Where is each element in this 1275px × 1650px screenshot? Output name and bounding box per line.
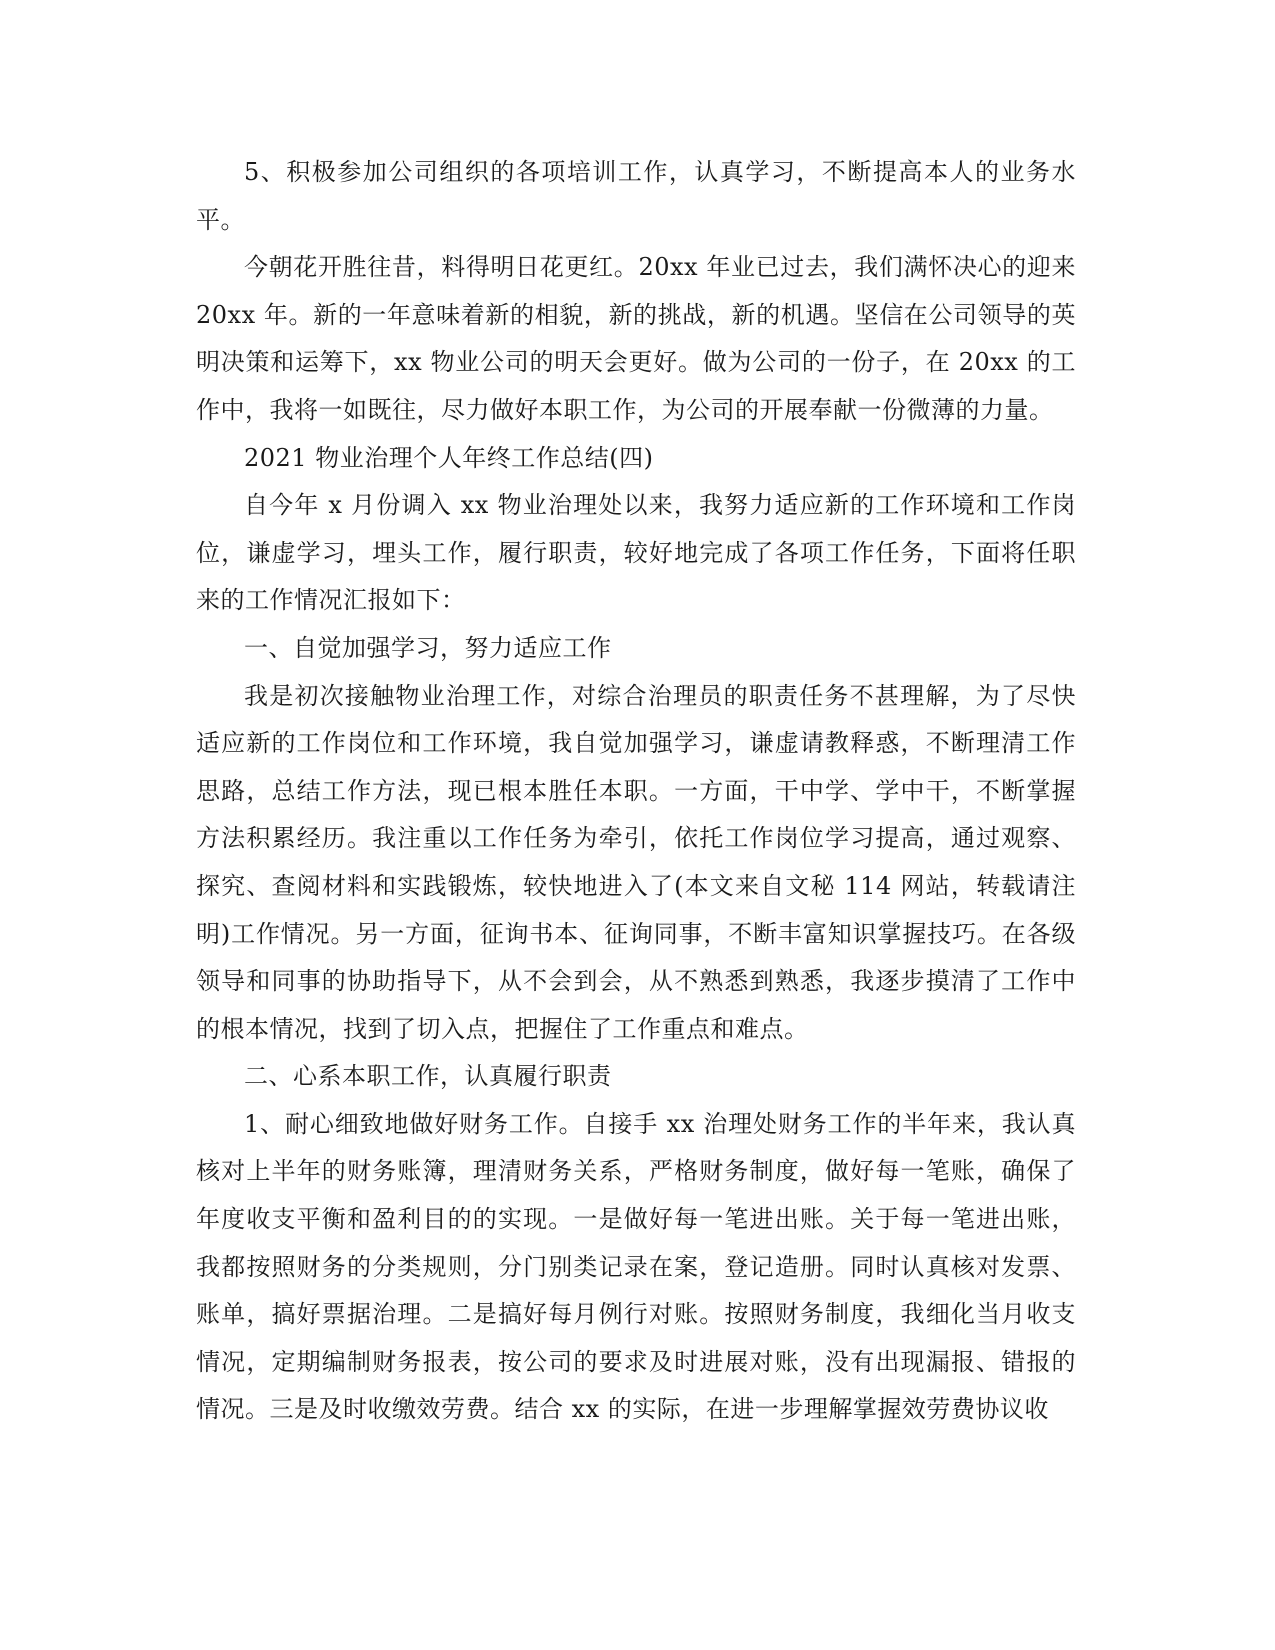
- paragraph-training: 5、积极参加公司组织的各项培训工作，认真学习，不断提高本人的业务水平。: [196, 158, 1076, 234]
- paragraph-learning: 我是初次接触物业治理工作，对综合治理员的职责任务不甚理解，为了尽快适应新的工作岗位和工作环境，我自觉加强学习，谦虚请教释惑，不断理清工作思路，总结工作方法，现已根本胜任本职。一方面，干中学、学中干，不断掌握方法积累经历。我注重以工作任务为牵引，依托工作岗位学习提高，通过观察、探究、查阅材料和实践锻炼，较快地进入了(本文来自文秘 114 网站，转载请注明)工作情况。另一方面，征询书本、征询同事，不断丰富知识掌握技巧。在各级领导和同事的协助指导下，从不会到会，从不熟悉到熟悉，我逐步摸清了工作中的根本情况，找到了切入点，把握住了工作重点和难点。: [196, 681, 1076, 1043]
- paragraph-finance: 1、耐心细致地做好财务工作。自接手 xx 治理处财务工作的半年来，我认真核对上半年的财务账簿，理清财务关系，严格财务制度，做好每一笔账，确保了年度收支平衡和盈利目的的实现。一是做好每一笔进出账。关于每一笔进出账，我都按照财务的分类规则，分门别类记录在案，登记造册。同时认真核对发票、账单，搞好票据治理。二是搞好每月例行对账。按照财务制度，我细化当月收支情况，定期编制财务报表，按公司的要求及时进展对账，没有出现漏报、错报的情况。三是及时收缴效劳费。结合 xx 的实际，在进一步理解掌握效劳费协议收: [196, 1109, 1076, 1424]
- paragraph-intro: 自今年 x 月份调入 xx 物业治理处以来，我努力适应新的工作环境和工作岗位，谦虚学习，埋头工作，履行职责，较好地完成了各项工作任务，下面将任职来的工作情况汇报如下：: [196, 491, 1076, 615]
- paragraph-outlook: 今朝花开胜往昔，料得明日花更红。20xx 年业已过去，我们满怀决心的迎来 20xx 年。新的一年意味着新的相貌，新的挑战，新的机遇。坚信在公司领导的英明决策和运筹下，xx 物业公司的明天会更好。做为公司的一份子，在 20xx 的工作中，我将一如既往，尽力做好本职工作，为公司的开展奉献一份微薄的力量。: [196, 253, 1076, 424]
- section-title: 2021 物业治理个人年终工作总结(四): [244, 443, 654, 472]
- heading-duties: 二、心系本职工作，认真履行职责: [244, 1062, 612, 1091]
- heading-learning: 一、自觉加强学习，努力适应工作: [244, 633, 612, 662]
- document-body: [196, 149, 1076, 1434]
